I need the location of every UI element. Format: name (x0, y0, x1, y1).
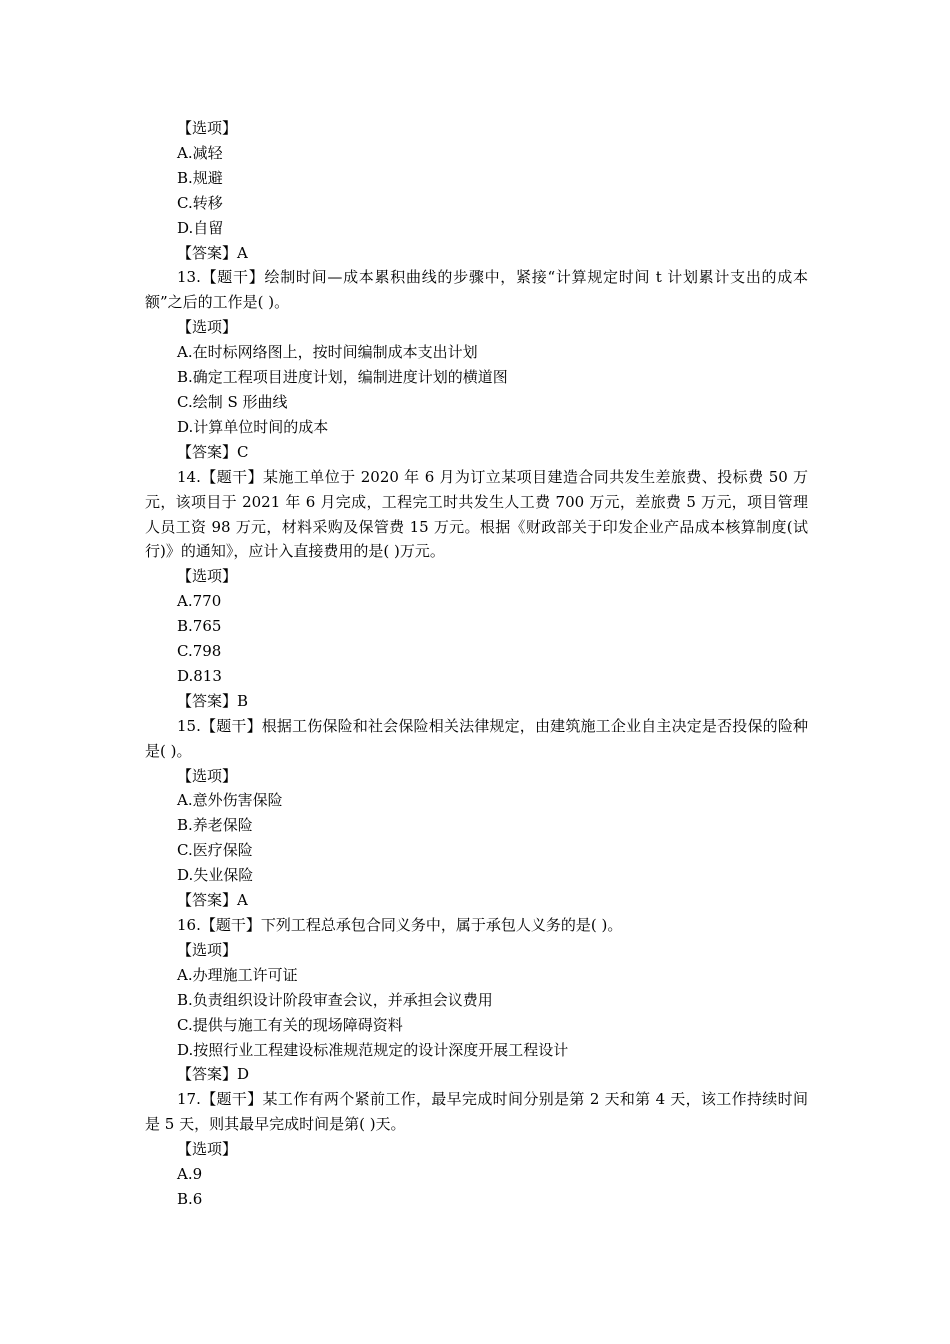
question-14-stem: 14.【题干】某施工单位于 2020 年 6 月为订立某项目建造合同共发生差旅费、投标费 50 万元，该项目于 2021 年 6 月完成，工程完工时共发生人工费 700 万元，差旅费 5 万元，项目管理人员工资 98 万元，材料采购及保管费 15 万元。根据《财政部关于印发企业产品成本核算制度(试行)》的通知》，应计入直接费用的是( )万元。 (145, 467, 808, 561)
options-label: 【选项】 (177, 940, 238, 959)
document-page (145, 116, 808, 1212)
option-d: D.计算单位时间的成本 (177, 417, 329, 436)
option-d: D.自留 (177, 218, 224, 237)
option-c: C.医疗保险 (177, 841, 253, 860)
option-c: C.提供与施工有关的现场障碍资料 (177, 1015, 403, 1034)
options-label: 【选项】 (177, 318, 238, 337)
option-b: B.规避 (177, 168, 223, 187)
question-17-stem: 17.【题干】某工作有两个紧前工作，最早完成时间分别是第 2 天和第 4 天，该工作持续时间是 5 天，则其最早完成时间是第( )天。 (145, 1090, 808, 1134)
option-b: B.负责组织设计阶段审查会议，并承担会议费用 (177, 990, 493, 1009)
option-c: C.绘制 S 形曲线 (177, 392, 288, 411)
question-16-stem: 16.【题干】下列工程总承包合同义务中，属于承包人义务的是( )。 (177, 916, 623, 934)
options-label: 【选项】 (177, 1140, 238, 1159)
option-a: A.在时标网络图上，按时间编制成本支出计划 (177, 343, 478, 362)
option-c: C.798 (177, 642, 222, 661)
options-label: 【选项】 (177, 567, 238, 586)
option-d: D.813 (177, 666, 222, 685)
option-d: D.按照行业工程建设标准规范规定的设计深度开展工程设计 (177, 1040, 569, 1059)
option-d: D.失业保险 (177, 866, 254, 885)
option-c: C.转移 (177, 193, 223, 212)
answer: 【答案】A (177, 243, 248, 262)
answer: 【答案】D (177, 1065, 250, 1084)
option-a: A.办理施工许可证 (177, 965, 298, 984)
option-a: A.意外伤害保险 (177, 791, 283, 810)
options-label: 【选项】 (177, 119, 238, 137)
option-b: B.765 (177, 617, 222, 636)
question-13-stem: 13.【题干】绘制时间—成本累积曲线的步骤中，紧接“计算规定时间 t 计划累计支出的成本额”之后的工作是( )。 (145, 268, 808, 312)
answer: 【答案】A (177, 891, 248, 910)
option-b: B.确定工程项目进度计划，编制进度计划的横道图 (177, 368, 508, 387)
answer: 【答案】B (177, 691, 249, 710)
option-b: B.养老保险 (177, 816, 253, 835)
option-a: A.770 (177, 592, 222, 611)
option-a: A.减轻 (177, 143, 223, 162)
option-a: A.9 (177, 1165, 203, 1184)
options-label: 【选项】 (177, 766, 238, 785)
option-b: B.6 (177, 1189, 203, 1208)
question-15-stem: 15.【题干】根据工伤保险和社会保险相关法律规定，由建筑施工企业自主决定是否投保的险种是( )。 (145, 716, 808, 760)
answer: 【答案】C (177, 442, 249, 461)
